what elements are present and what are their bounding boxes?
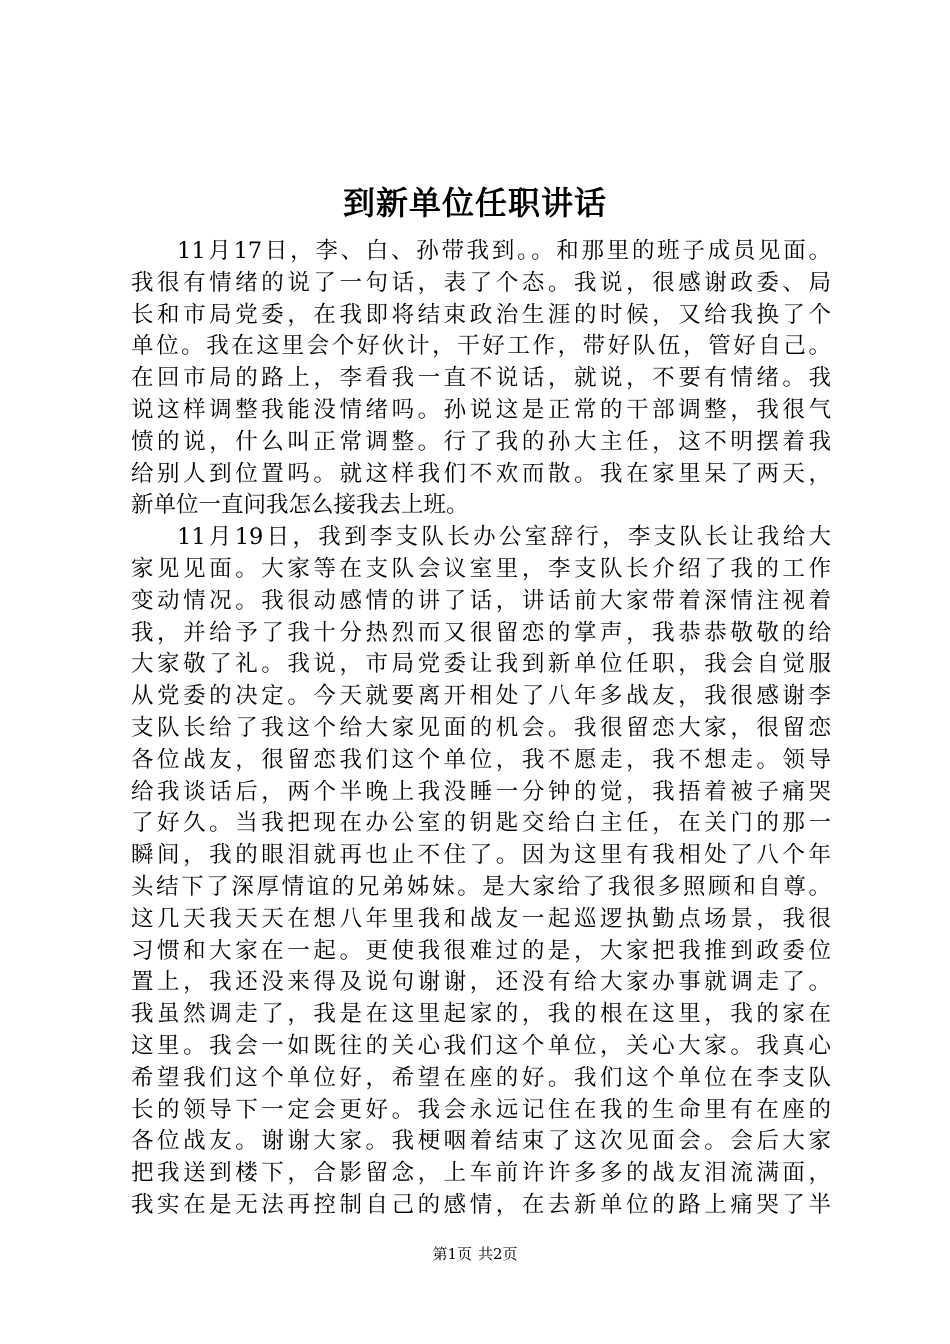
document-body [131, 236, 831, 1222]
paragraph-2-line: 家见见面。大家等在支队会议室里，李支队长介绍了我的工作 [131, 555, 831, 582]
page-total: 共2页 [478, 1245, 518, 1263]
paragraph-2-line: 习惯和大家在一起。更使我很难过的是，大家把我推到政委位 [131, 937, 831, 964]
paragraph-2-line: 置上，我还没来得及说句谢谢，还没有给大家办事就调走了。 [131, 969, 831, 996]
paragraph-2-line: 这里。我会一如既往的关心我们这个单位，关心大家。我真心 [131, 1032, 831, 1059]
paragraph-2-line: 各位战友，很留恋我们这个单位，我不愿走，我不想走。领导 [131, 746, 831, 773]
paragraph-1-line: 11月17日，李、白、孙带我到。。和那里的班子成员见面。 [177, 238, 831, 264]
paragraph-1-line: 我很有情绪的说了一句话，表了个态。我说，很感谢政委、局 [131, 269, 831, 296]
paragraph-2-line: 11月19日，我到李支队长办公室辞行，李支队长让我给大 [177, 524, 831, 551]
paragraph-2-line: 大家敬了礼。我说，市局党委让我到新单位任职，我会自觉服 [131, 651, 831, 678]
page-footer [0, 1244, 950, 1264]
paragraph-2-line: 从党委的决定。今天就要离开相处了八年多战友，我很感谢李 [131, 683, 831, 710]
paragraph-1-line: 单位。我在这里会个好伙计，干好工作，带好队伍，管好自己。 [131, 333, 831, 360]
paragraph-1-line: 在回市局的路上，李看我一直不说话，就说，不要有情绪。我 [131, 365, 831, 392]
paragraph-2-line: 我虽然调走了，我是在这里起家的，我的根在这里，我的家在 [131, 1001, 831, 1028]
paragraph-2-line: 希望我们这个单位好，希望在座的好。我们这个单位在李支队 [131, 1064, 831, 1091]
paragraph-2-line: 我实在是无法再控制自己的感情，在去新单位的路上痛哭了半 [131, 1191, 831, 1218]
paragraph-1-line: 新单位一直问我怎么接我去上班。 [131, 492, 469, 519]
paragraph-2-line: 给我谈话后，两个半晚上我没睡一分钟的觉，我捂着被子痛哭 [131, 778, 831, 805]
paragraph-2-line: 长的领导下一定会更好。我会永远记住在我的生命里有在座的 [131, 1096, 831, 1123]
paragraph-2-line: 把我送到楼下，合影留念，上车前许许多多的战友泪流满面， [131, 1160, 831, 1187]
paragraph-2-line: 这几天我天天在想八年里我和战友一起巡逻执勤点场景，我很 [131, 905, 831, 932]
page-number: 第1页 [432, 1245, 472, 1263]
paragraph-2-line: 各位战友。谢谢大家。我梗咽着结束了这次见面会。会后大家 [131, 1128, 831, 1155]
paragraph-1-line: 长和市局党委，在我即将结束政治生涯的时候，又给我换了个 [131, 301, 831, 328]
paragraph-2-line: 瞬间，我的眼泪就再也止不住了。因为这里有我相处了八个年 [131, 842, 831, 869]
paragraph-1-line: 说这样调整我能没情绪吗。孙说这是正常的干部调整，我很气 [131, 396, 831, 423]
paragraph-2-line: 我，并给予了我十分热烈而又很留恋的掌声，我恭恭敬敬的给 [131, 619, 831, 646]
paragraph-1-line: 愤的说，什么叫正常调整。行了我的孙大主任，这不明摆着我 [131, 428, 831, 455]
paragraph-1-line: 给别人到位置吗。就这样我们不欢而散。我在家里呆了两天， [131, 460, 831, 487]
paragraph-2-line: 支队长给了我这个给大家见面的机会。我很留恋大家，很留恋 [131, 714, 831, 741]
document-title: 到新单位任职讲话 [342, 184, 607, 222]
paragraph-2-line: 了好久。当我把现在办公室的钥匙交给白主任，在关门的那一 [131, 810, 831, 837]
paragraph-2-line: 变动情况。我很动感情的讲了话，讲话前大家带着深情注视着 [131, 587, 831, 614]
paragraph-2-line: 头结下了深厚情谊的兄弟姊妹。是大家给了我很多照顾和自尊。 [131, 873, 831, 900]
